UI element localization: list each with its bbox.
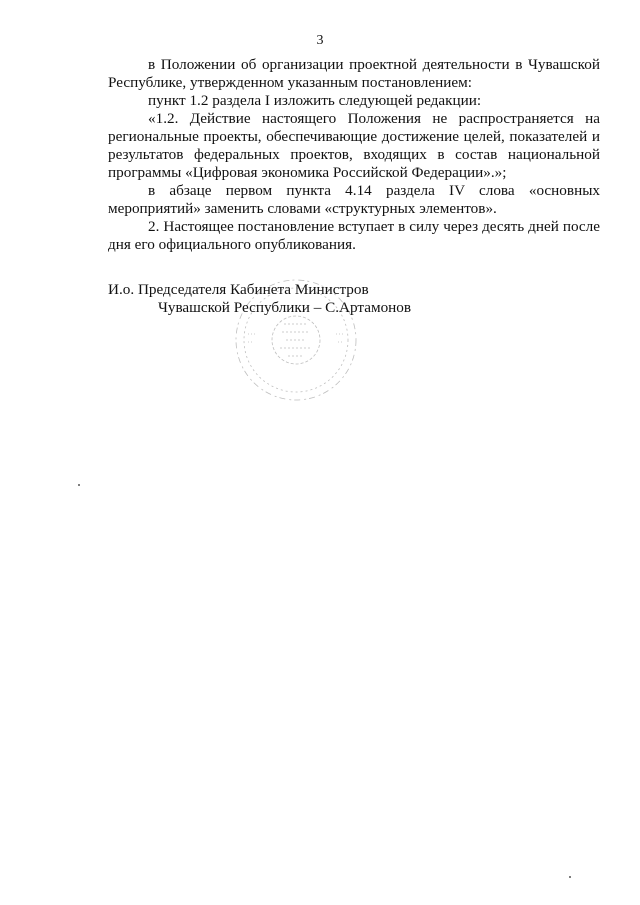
signature-block bbox=[108, 281, 411, 317]
paragraph: в абзаце первом пункта 4.14 раздела IV слова «основных мероприятий» заменить словами «структурных элементов». bbox=[108, 182, 600, 217]
paragraph: 2. Настоящее постановление вступает в силу через десять дней после дня его официального опубликования. bbox=[108, 218, 600, 253]
signature-title: И.о. Председателя Кабинета Министров bbox=[108, 281, 369, 298]
document-body bbox=[108, 56, 600, 254]
page-number: 3 bbox=[316, 33, 324, 48]
paragraph: «1.2. Действие настоящего Положения не распространяется на региональные проекты, обеспечивающие достижение целей, показателей и результатов федеральных проектов, входящих в состав национальной программы «Цифровая экономика Российской Федерации».»; bbox=[108, 110, 600, 181]
signature-name: Чувашской Республики – С.Артамонов bbox=[158, 299, 412, 316]
paragraph: пункт 1.2 раздела I изложить следующей редакции: bbox=[148, 92, 482, 109]
scan-speck bbox=[569, 876, 571, 878]
scan-speck bbox=[78, 484, 80, 486]
paragraph: в Положении об организации проектной деятельности в Чувашской Республике, утвержденном указанным постановлением: bbox=[108, 56, 600, 91]
